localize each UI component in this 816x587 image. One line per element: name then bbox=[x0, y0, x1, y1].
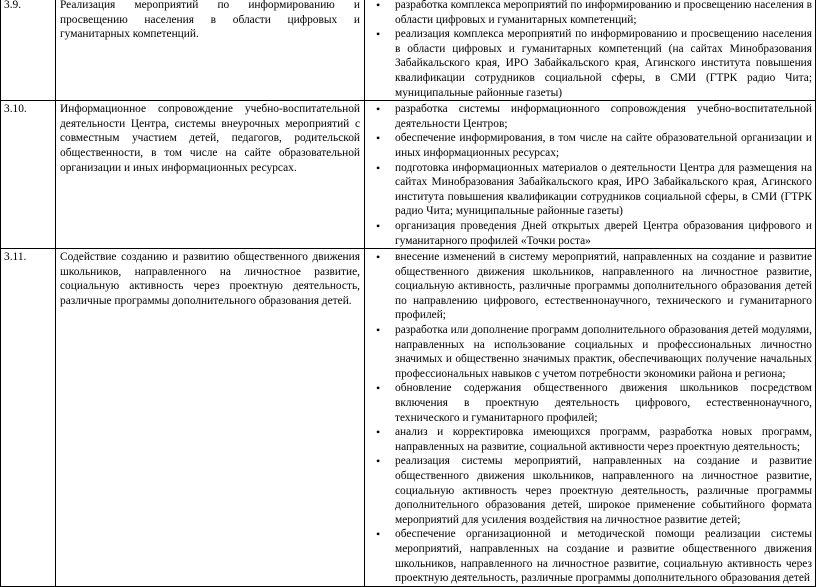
row-number: 3.11. bbox=[1, 249, 56, 587]
list-item: • организация проведения Дней открытых дверей Центра образования цифрового и гуманитарного профилей «Точки роста» bbox=[369, 219, 812, 248]
list-item: • разработка или дополнение программ дополнительного образования детей модулями, направленных на использование социальных и профессиональных личностно значимых и общественно значимых практик, обеспечивающих получение начальных профессиональных навыков с учетом потребности экономики района и региона; bbox=[369, 323, 812, 381]
list-item: • реализация системы мероприятий, направленных на создание и развитие общественного движения школьников, направленного на личностное развитие, социальную активность через проектную деятельность, различные программы дополнительного образования детей, широкое применение событийного формата мероприятий для усиления воздействия на личностное развитие детей; bbox=[369, 454, 812, 527]
table-row bbox=[1, 0, 816, 101]
list-item: • обеспечение организационной и методической помощи реализации системы мероприятий, направленных на создание и развитие общественного движения школьников, направленного на личностное развитие, социальную активность через проектную деятельность, различные программы дополнительного образования детей bbox=[369, 527, 812, 585]
actions-cell bbox=[365, 101, 816, 249]
list-item: • обеспечение информирования, в том числе на сайте образовательной организации и иных информационных ресурсах; bbox=[369, 131, 812, 160]
list-item: • подготовка информационных материалов о деятельности Центра для размещения на сайтах Минобразования Забайкальского края, ИРО Забайкальского края, Агинского института повышения квалификации сотрудников социальной сферы, в СМИ (ГТРК радио Чита; муниципальные районные газеты) bbox=[369, 161, 812, 219]
actions-list bbox=[369, 0, 812, 100]
activity-description: Реализация мероприятий по информированию и просвещению населения в области цифровых и гуманитарных компетенций. bbox=[56, 0, 365, 101]
actions-cell bbox=[365, 249, 816, 587]
actions-list bbox=[369, 102, 812, 248]
list-item: • внесение изменений в систему мероприятий, направленных на создание и развитие общественного движения школьников, направленного на личностное развитие, социальную активность, различные программы дополнительного образования детей по направлению цифрового, естественнонаучного, технического и гуманитарного профилей; bbox=[369, 250, 812, 323]
actions-cell bbox=[365, 0, 816, 101]
activity-description: Содействие созданию и развитию общественного движения школьников, направленного на личностное развитие, социальную активность через проектную деятельность, различные программы дополнительного образования детей. bbox=[56, 249, 365, 587]
list-item: • анализ и корректировка имеющихся программ, разработка новых программ, направленных на развитие, социальной активности через проектную деятельность; bbox=[369, 425, 812, 454]
list-item: • обновление содержания общественного движения школьников посредством включения в проектную деятельность цифрового, естественнонаучного, технического и гуманитарного профилей; bbox=[369, 381, 812, 425]
row-number: 3.10. bbox=[1, 101, 56, 249]
list-item: • реализация комплекса мероприятий по информированию и просвещению населения в области цифровых и гуманитарных компетенций (на сайтах Минобразования Забайкальского края, ИРО Забайкальского края, Агинского института повышения квалификации сотрудников социальной сферы, в СМИ (ГТРК радио Чита; муниципальные районные газеты) bbox=[369, 27, 812, 100]
activity-description: Информационное сопровождение учебно-воспитательной деятельности Центра, системы внеурочных мероприятий с совместным участием детей, педагогов, родительской общественности, в том числе на сайте образовательной организации и иных информационных ресурсах. bbox=[56, 101, 365, 249]
table-row bbox=[1, 101, 816, 249]
list-item: • разработка системы информационного сопровождения учебно-воспитательной деятельности Центров; bbox=[369, 102, 812, 131]
actions-list bbox=[369, 250, 812, 586]
table-row bbox=[1, 249, 816, 587]
list-item: • разработка комплекса мероприятий по информированию и просвещению населения в области цифровых и гуманитарных компетенций; bbox=[369, 0, 812, 27]
row-number: 3.9. bbox=[1, 0, 56, 101]
